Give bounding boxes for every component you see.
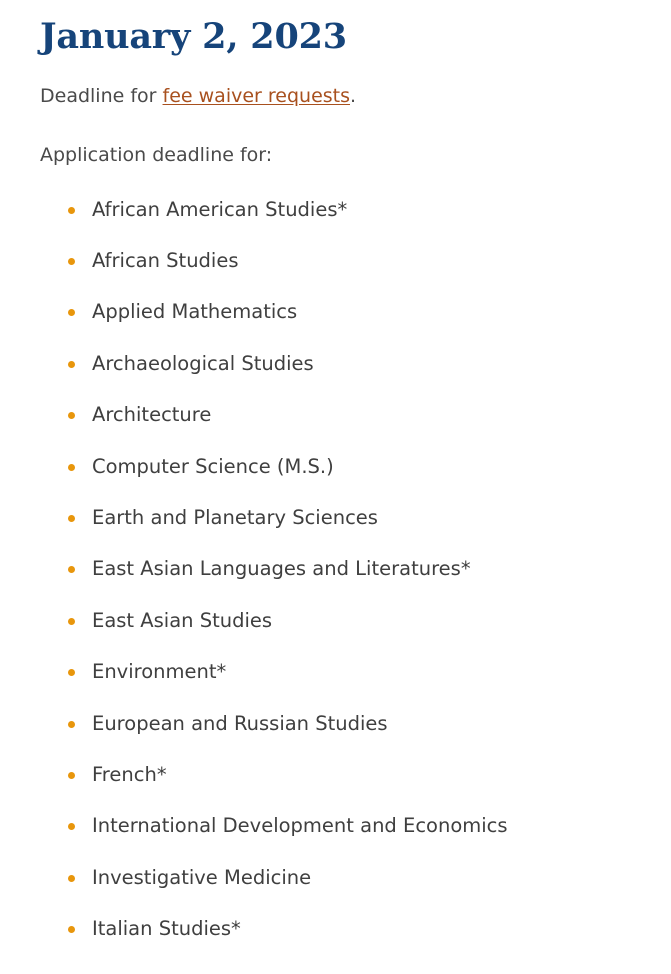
list-item: Earth and Planetary Sciences <box>68 506 643 529</box>
list-item: East Asian Studies <box>68 609 643 632</box>
list-item: Architecture <box>68 403 643 426</box>
fee-waiver-paragraph <box>40 83 643 111</box>
list-item: African American Studies* <box>68 198 643 221</box>
fee-waiver-suffix-text: . <box>350 84 357 107</box>
list-item: African Studies <box>68 249 643 272</box>
list-item: Applied Mathematics <box>68 300 643 323</box>
list-item: Environment* <box>68 660 643 683</box>
application-deadline-intro: Application deadline for: <box>40 144 273 167</box>
list-item: International Development and Economics <box>68 814 643 837</box>
fee-waiver-prefix-text: Deadline for <box>40 84 163 107</box>
list-item: Archaeological Studies <box>68 352 643 375</box>
list-item: European and Russian Studies <box>68 712 643 735</box>
list-item: East Asian Languages and Literatures* <box>68 557 643 580</box>
list-item: Italian Studies* <box>68 917 643 940</box>
page-title: January 2, 2023 <box>40 16 347 57</box>
program-list <box>40 198 643 941</box>
fee-waiver-requests-link[interactable]: fee waiver requests <box>162 84 351 107</box>
list-item: French* <box>68 763 643 786</box>
list-item: Computer Science (M.S.) <box>68 455 643 478</box>
list-item: Investigative Medicine <box>68 866 643 889</box>
